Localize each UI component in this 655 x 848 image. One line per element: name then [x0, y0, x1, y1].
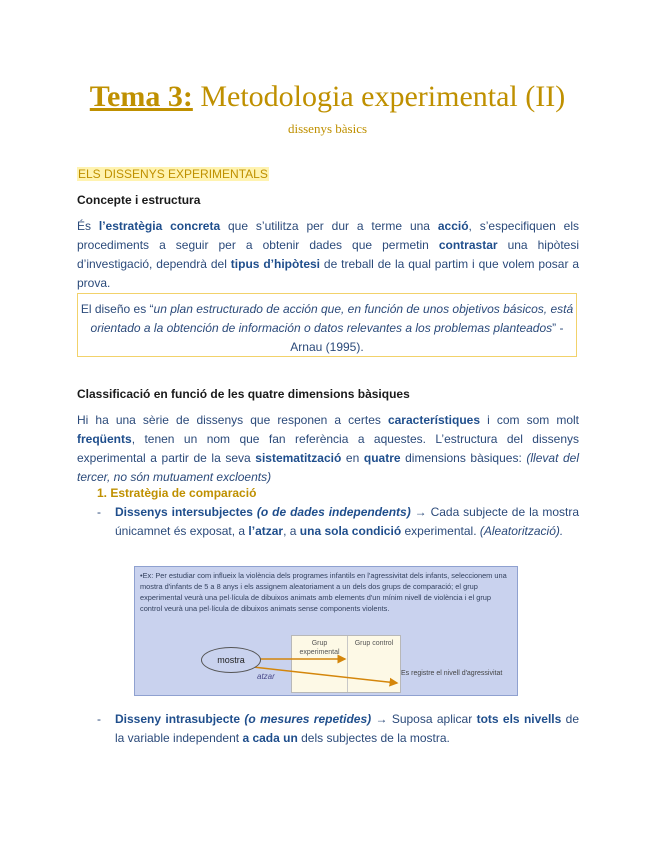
group-control-cell: Grup control [354, 640, 394, 647]
figure-text: •Ex: Per estudiar com influeix la violència dels programes infantils en l'agressivitat dels infants, seleccionem una mostra d'infants de 5 a 8 anys i els assignem aleatoriament a un dels dos grups de comparació; el grup experimental veurà una pel·lícula de dibuixos animats amb elements d'un mínim nivell de violència i el grup control veurà una pel·lícula de dibuixos animats sense components violents. [140, 571, 507, 613]
list-item-comparison-strategy: 1. Estratègia de comparació [97, 486, 257, 500]
classification-heading: Classificació en funció de les quatre dimensions bàsiques [77, 387, 410, 401]
sample-ellipse: mostra [201, 647, 261, 673]
random-label: atzar [257, 672, 275, 681]
concept-heading: Concepte i estructura [77, 193, 201, 207]
bullet-intersubject: - Dissenys intersubjectes (o de dades independents) → Cada subjecte de la mostra únicamnet és exposat, a l’atzar, a una sola condició experimental. (Aleatorització). [97, 505, 580, 538]
concept-paragraph: És l’estratègia concreta que s’utilitza per dur a terme una acció, s’especifiquen els procediments a seguir per a obtenir dades que permetin contrastar una hipòtesi d’investigació, dependrà del tipus d’hipòtesi de treball de la qual partim i que volem posar a prova. [77, 219, 580, 290]
title-number: Tema 3: [89, 80, 193, 113]
group-experimental-cell: Grup experimental [292, 636, 348, 692]
assignment-arrows [135, 567, 519, 697]
page-title [0, 80, 655, 114]
classification-paragraph: Hi ha una sèrie de dissenys que responen a certes característiques i com som molt freqüents, tenen un nom que fan referència a aquestes. L’estructura del dissenys experimental a partir de la seva sistematització en quatre dimensions bàsiques: (llevat del tercer, no són mutuament excloents) [77, 413, 580, 484]
title-text: Metodologia experimental (II) [192, 80, 566, 113]
register-label: Es registre el nivell d'agressivitat [401, 670, 503, 677]
example-figure [134, 566, 518, 696]
page-subtitle: dissenys bàsics [287, 121, 368, 136]
quote-box: El diseño es “un plan estructurado de acción que, en función de unos objetivos básicos, está orientado a la obtención de información o datos relevantes a los problemas planteados” - Arnau (1995). [77, 293, 577, 357]
section-heading: ELS DISSENYS EXPERIMENTALS [78, 167, 268, 181]
bullet-intrasubject: - Disseny intrasubjecte (o mesures repetides) → Suposa aplicar tots els nivells de la variable independent a cada un dels subjectes de la mostra. [97, 712, 580, 745]
